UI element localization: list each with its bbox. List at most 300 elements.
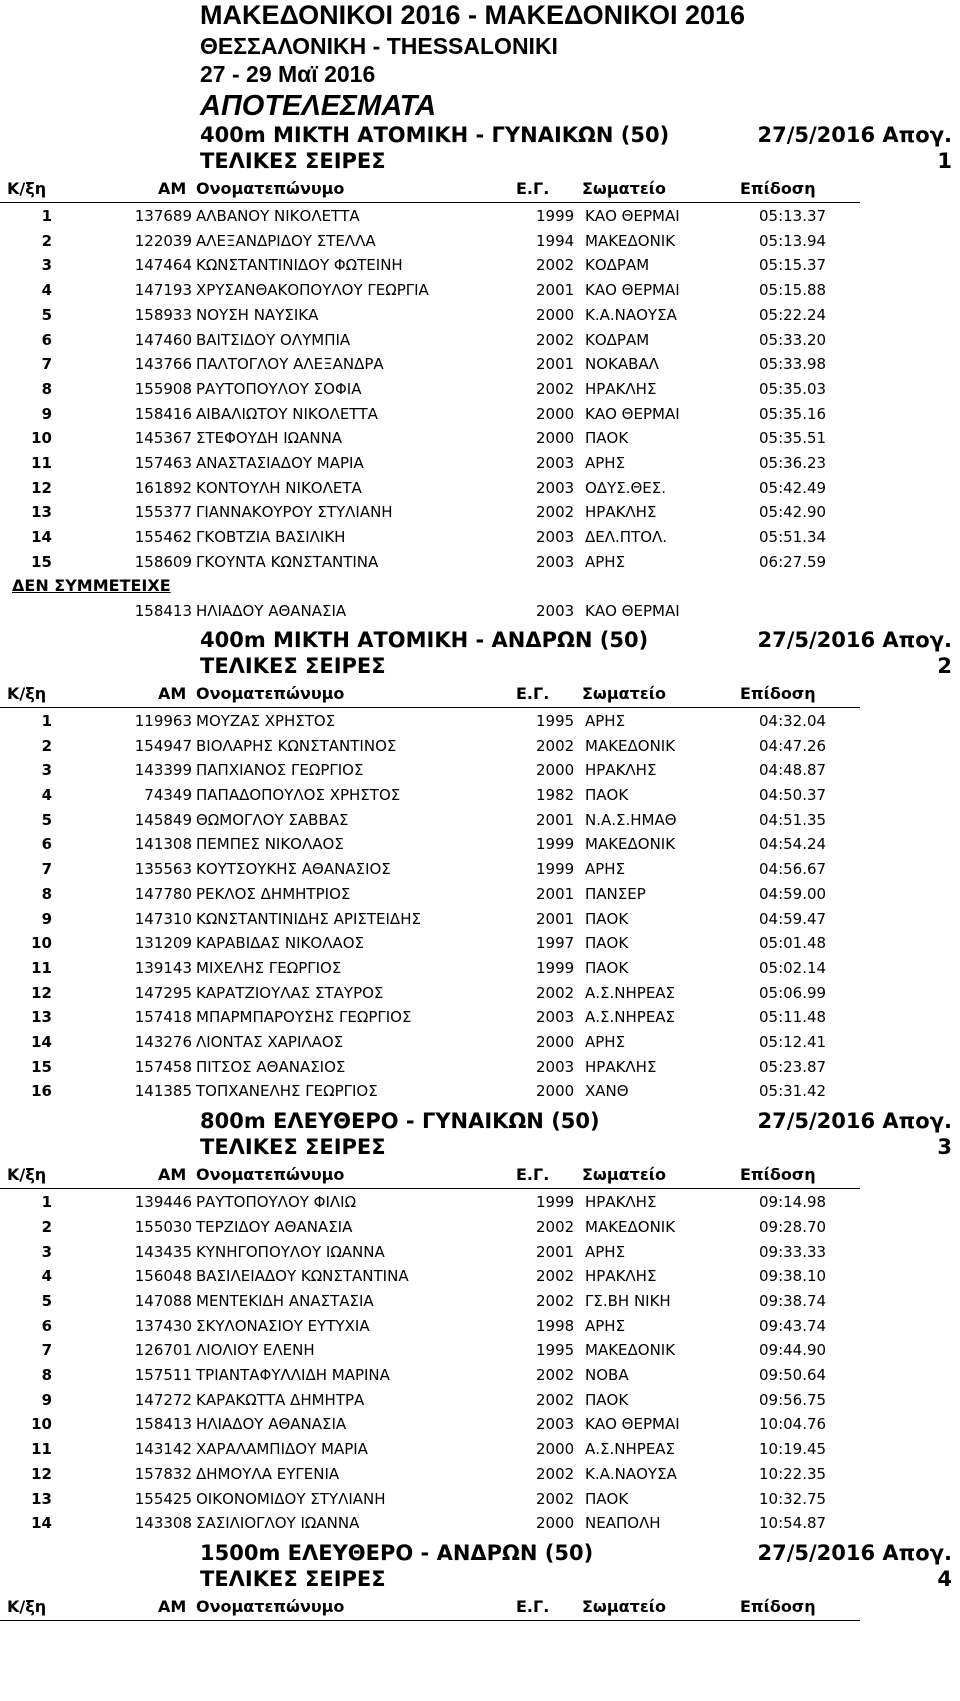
cell-name: ΚΟΝΤΟΥΛΗ ΝΙΚΟΛΕΤΑ xyxy=(196,478,362,497)
cell-perf: 04:51.35 xyxy=(759,810,827,829)
cell-year: 2002 xyxy=(536,503,575,522)
cell-rank: 7 xyxy=(41,1341,52,1360)
dns-row xyxy=(0,598,960,624)
cell-am: 155462 xyxy=(134,528,192,547)
cell-am: 135563 xyxy=(134,860,192,879)
event-title: 1500m ΕΛΕΥΘΕΡΟ - ΑΝΔΡΩΝ (50) xyxy=(200,1540,594,1565)
meet-dates: 27 - 29 Μαϊ 2016 xyxy=(200,61,376,87)
cell-name: ΡΑΥΤΟΠΟΥΛΟΥ ΦΙΛΙΩ xyxy=(196,1193,357,1212)
column-header-year: Ε.Γ. xyxy=(516,683,550,703)
cell-club: ΑΡΗΣ xyxy=(585,454,626,472)
column-header-rank: Κ/ξη xyxy=(7,179,47,198)
result-row xyxy=(0,1436,960,1462)
cell-year: 2003 xyxy=(536,1008,575,1027)
cell-club: ΚΑΟ ΘΕΡΜΑΙ xyxy=(585,602,680,621)
cell-club: ΝΟΒΑ xyxy=(585,1366,629,1384)
cell-name: ΡΑΥΤΟΠΟΥΛΟΥ ΣΟΦΙΑ xyxy=(196,379,362,398)
cell-rank: 1 xyxy=(41,207,52,225)
result-row xyxy=(0,1411,960,1437)
column-header-club: Σωματείο xyxy=(582,179,666,198)
cell-year: 2003 xyxy=(536,478,575,497)
cell-club: ΑΡΗΣ xyxy=(585,860,626,879)
cell-year: 2002 xyxy=(536,330,575,349)
event-subtitle: ΤΕΛΙΚΕΣ ΣΕΙΡΕΣ xyxy=(200,1566,386,1591)
column-header-club: Σωματείο xyxy=(582,683,666,703)
cell-am: 139446 xyxy=(134,1193,192,1212)
cell-perf: 05:23.87 xyxy=(759,1057,827,1076)
cell-am: 157832 xyxy=(134,1464,192,1483)
cell-am: 122039 xyxy=(134,231,192,250)
cell-club: ΗΡΑΚΛΗΣ xyxy=(585,1193,657,1212)
cell-perf: 04:48.87 xyxy=(759,761,827,780)
cell-club: ΝΕΑΠΟΛΗ xyxy=(585,1514,661,1533)
cell-name: ΒΙΟΛΑΡΗΣ ΚΩΝΣΤΑΝΤΙΝΟΣ xyxy=(196,736,397,755)
cell-perf: 09:28.70 xyxy=(759,1217,827,1236)
event-subtitle: ΤΕΛΙΚΕΣ ΣΕΙΡΕΣ xyxy=(200,149,386,173)
cell-perf: 05:51.34 xyxy=(759,528,827,547)
column-header xyxy=(0,1595,960,1621)
cell-perf: 05:02.14 xyxy=(759,958,827,977)
cell-perf: 05:13.37 xyxy=(759,207,827,225)
cell-rank: 12 xyxy=(31,983,52,1002)
cell-am: 147193 xyxy=(134,281,192,300)
cell-club: Α.Σ.ΝΗΡΕΑΣ xyxy=(585,983,676,1002)
cell-rank: 6 xyxy=(41,835,52,854)
cell-perf: 05:11.48 xyxy=(759,1008,827,1027)
column-header-rank: Κ/ξη xyxy=(7,1165,47,1185)
cell-club: ΗΡΑΚΛΗΣ xyxy=(585,379,657,398)
cell-rank: 7 xyxy=(41,860,52,879)
cell-am: 119963 xyxy=(134,711,192,730)
cell-perf: 06:27.59 xyxy=(759,552,827,571)
cell-year: 1999 xyxy=(536,860,575,879)
result-row xyxy=(0,499,960,525)
cell-perf: 05:35.03 xyxy=(759,379,827,398)
cell-club: Α.Σ.ΝΗΡΕΑΣ xyxy=(585,1440,676,1459)
cell-am: 141308 xyxy=(134,835,192,854)
cell-perf: 05:06.99 xyxy=(759,983,827,1002)
result-row xyxy=(0,524,960,550)
event-date: 27/5/2016 Απογ. xyxy=(757,123,952,147)
cell-name: ΒΑΙΤΣΙΔΟΥ ΟΛΥΜΠΙΑ xyxy=(196,330,351,349)
cell-name: ΚΥΝΗΓΟΠΟΥΛΟΥ ΙΩΑΝΝΑ xyxy=(196,1242,385,1261)
result-row xyxy=(0,980,960,1006)
cell-perf: 09:50.64 xyxy=(759,1366,827,1384)
cell-am: 147088 xyxy=(134,1291,192,1310)
cell-rank: 6 xyxy=(41,1316,52,1335)
cell-year: 2000 xyxy=(536,404,575,423)
cell-am: 143276 xyxy=(134,1033,192,1051)
column-header xyxy=(0,682,960,708)
cell-name: ΟΙΚΟΝΟΜΙΔΟΥ ΣΤΥΛΙΑΝΗ xyxy=(196,1489,386,1508)
cell-club: ΜΑΚΕΔΟΝΙΚ xyxy=(585,736,676,755)
result-row xyxy=(0,1362,960,1388)
cell-rank: 16 xyxy=(31,1082,52,1101)
cell-rank: 14 xyxy=(31,528,52,547)
cell-name: ΠΑΠΧΙΑΝΟΣ ΓΕΩΡΓΙΟΣ xyxy=(196,761,364,780)
cell-perf: 04:32.04 xyxy=(759,711,827,730)
cell-rank: 13 xyxy=(31,503,52,522)
column-header xyxy=(0,1163,960,1189)
result-row xyxy=(0,930,960,956)
cell-name: ΚΩΝΣΤΑΝΤΙΝΙΔΟΥ ΦΩΤΕΙΝΗ xyxy=(196,256,403,275)
result-row xyxy=(0,1486,960,1512)
cell-rank: 10 xyxy=(31,934,52,953)
result-row xyxy=(0,1387,960,1413)
cell-perf: 10:32.75 xyxy=(759,1489,827,1508)
cell-perf: 05:15.37 xyxy=(759,256,827,275)
cell-perf: 05:31.42 xyxy=(759,1082,827,1101)
result-row xyxy=(0,203,960,229)
result-row xyxy=(0,1288,960,1314)
cell-name: ΛΙΟΛΙΟΥ ΕΛΕΝΗ xyxy=(196,1341,315,1360)
cell-name: ΑΛΕΞΑΝΔΡΙΔΟΥ ΣΤΕΛΛΑ xyxy=(196,231,376,250)
result-row xyxy=(0,807,960,833)
cell-year: 2001 xyxy=(536,810,575,829)
cell-rank: 13 xyxy=(31,1489,52,1508)
cell-name: ΣΚΥΛΟΝΑΣΙΟΥ ΕΥΤΥΧΙΑ xyxy=(196,1316,370,1335)
cell-name: ΝΟΥΣΗ ΝΑΥΣΙΚΑ xyxy=(196,305,319,324)
result-row xyxy=(0,1263,960,1289)
cell-club: ΠΑΝΣΕΡ xyxy=(585,884,646,903)
result-row xyxy=(0,782,960,808)
cell-perf: 05:36.23 xyxy=(759,454,827,472)
cell-year: 2003 xyxy=(536,602,575,621)
cell-club: ΑΡΗΣ xyxy=(585,1316,626,1335)
result-row xyxy=(0,1054,960,1080)
cell-perf: 10:22.35 xyxy=(759,1464,827,1483)
result-row xyxy=(0,955,960,981)
cell-perf: 09:56.75 xyxy=(759,1390,827,1409)
cell-rank: 13 xyxy=(31,1008,52,1027)
cell-name: ΓΚΟΥΝΤΑ ΚΩΝΣΤΑΝΤΙΝΑ xyxy=(196,552,379,571)
cell-name: ΤΟΠΧΑΝΕΛΗΣ ΓΕΩΡΓΙΟΣ xyxy=(196,1082,378,1101)
cell-rank: 12 xyxy=(31,1464,52,1483)
cell-name: ΣΤΕΦΟΥΔΗ ΙΩΑΝΝΑ xyxy=(196,429,343,448)
cell-am: 145849 xyxy=(134,810,192,829)
result-row xyxy=(0,1239,960,1265)
event-date: 27/5/2016 Απογ. xyxy=(757,1109,952,1134)
cell-year: 1994 xyxy=(536,231,575,250)
meet-city: ΘΕΣΣΑΛΟΝΙΚΗ - THESSALONIKI xyxy=(200,33,558,59)
column-header-perf: Επίδοση xyxy=(740,683,816,703)
cell-perf: 05:22.24 xyxy=(759,305,827,324)
cell-rank: 5 xyxy=(41,305,52,324)
cell-am: 143766 xyxy=(134,355,192,374)
cell-club: ΔΕΛ.ΠΤΟΛ. xyxy=(585,528,668,547)
cell-club: ΗΡΑΚΛΗΣ xyxy=(585,1057,657,1076)
cell-rank: 4 xyxy=(41,1267,52,1286)
result-row xyxy=(0,1337,960,1363)
event-subtitle: ΤΕΛΙΚΕΣ ΣΕΙΡΕΣ xyxy=(200,653,386,678)
cell-rank: 1 xyxy=(41,1193,52,1212)
cell-club: ΑΡΗΣ xyxy=(585,1033,626,1051)
cell-year: 2002 xyxy=(536,1267,575,1286)
result-row xyxy=(0,1189,960,1215)
cell-rank: 8 xyxy=(41,884,52,903)
cell-year: 2002 xyxy=(536,1489,575,1508)
cell-perf: 05:01.48 xyxy=(759,934,827,953)
cell-year: 2000 xyxy=(536,1033,575,1051)
cell-year: 2003 xyxy=(536,454,575,472)
cell-am: 158416 xyxy=(134,404,192,423)
cell-year: 2001 xyxy=(536,281,575,300)
dns-label: ΔΕΝ ΣΥΜΜΕΤΕΙΧΕ xyxy=(12,575,171,595)
cell-year: 1998 xyxy=(536,1316,575,1335)
cell-year: 2001 xyxy=(536,884,575,903)
cell-club: ΜΑΚΕΔΟΝΙΚ xyxy=(585,835,676,854)
column-header-year: Ε.Γ. xyxy=(516,179,550,198)
cell-club: ΧΑΝΘ xyxy=(585,1082,629,1101)
cell-rank: 6 xyxy=(41,330,52,349)
cell-perf: 05:42.90 xyxy=(759,503,827,522)
column-header-perf: Επίδοση xyxy=(740,179,816,198)
cell-rank: 3 xyxy=(41,1242,52,1261)
cell-rank: 11 xyxy=(31,958,52,977)
cell-year: 2003 xyxy=(536,1057,575,1076)
cell-year: 1997 xyxy=(536,934,575,953)
cell-rank: 7 xyxy=(41,355,52,374)
cell-year: 2002 xyxy=(536,1217,575,1236)
cell-year: 2002 xyxy=(536,736,575,755)
result-row xyxy=(0,475,960,501)
cell-name: ΚΑΡΑΒΙΔΑΣ ΝΙΚΟΛΑΟΣ xyxy=(196,934,364,953)
cell-club: ΟΔΥΣ.ΘΕΣ. xyxy=(585,478,667,497)
cell-perf: 09:38.10 xyxy=(759,1267,827,1286)
event-subtitle: ΤΕΛΙΚΕΣ ΣΕΙΡΕΣ xyxy=(200,1135,386,1160)
event-number: 3 xyxy=(937,1135,952,1160)
cell-am: 126701 xyxy=(134,1341,192,1360)
result-row xyxy=(0,1313,960,1339)
cell-name: ΑΝΑΣΤΑΣΙΑΔΟΥ ΜΑΡΙΑ xyxy=(196,454,364,472)
column-header-club: Σωματείο xyxy=(582,1165,666,1185)
cell-rank: 4 xyxy=(41,786,52,804)
cell-club: ΠΑΟΚ xyxy=(585,958,629,977)
cell-name: ΚΑΡΑΤΖΙΟΥΛΑΣ ΣΤΑΥΡΟΣ xyxy=(196,983,384,1002)
cell-perf: 05:33.20 xyxy=(759,330,827,349)
cell-name: ΓΙΑΝΝΑΚΟΥΡΟΥ ΣΤΥΛΙΑΝΗ xyxy=(196,503,393,522)
event-title: 400m ΜΙΚΤΗ ΑΤΟΜΙΚΗ - ΑΝΔΡΩΝ (50) xyxy=(200,627,649,652)
column-header-am: ΑΜ xyxy=(158,683,187,703)
result-row xyxy=(0,856,960,882)
result-row xyxy=(0,401,960,427)
column-header-rank: Κ/ξη xyxy=(7,1596,47,1616)
column-header-am: ΑΜ xyxy=(158,1165,187,1185)
cell-club: ΠΑΟΚ xyxy=(585,429,629,448)
cell-club: ΑΡΗΣ xyxy=(585,711,626,730)
cell-rank: 15 xyxy=(31,1057,52,1076)
cell-am: 141385 xyxy=(134,1082,192,1101)
cell-year: 2000 xyxy=(536,761,575,780)
event-title: 800m ΕΛΕΥΘΕΡΟ - ΓΥΝΑΙΚΩΝ (50) xyxy=(200,1109,600,1134)
cell-name: ΜΠΑΡΜΠΑΡΟΥΣΗΣ ΓΕΩΡΓΙΟΣ xyxy=(196,1008,412,1027)
cell-year: 2000 xyxy=(536,429,575,448)
cell-year: 2003 xyxy=(536,1415,575,1434)
result-row xyxy=(0,252,960,278)
result-row xyxy=(0,708,960,734)
cell-name: ΔΗΜΟΥΛΑ ΕΥΓΕΝΙΑ xyxy=(196,1464,340,1483)
cell-am: 147460 xyxy=(134,330,192,349)
result-row xyxy=(0,1461,960,1487)
cell-year: 2001 xyxy=(536,909,575,928)
cell-club: ΜΑΚΕΔΟΝΙΚ xyxy=(585,1217,676,1236)
cell-club: ΠΑΟΚ xyxy=(585,909,629,928)
cell-am: 157511 xyxy=(134,1366,192,1384)
cell-club: Ν.Α.Σ.ΗΜΑΘ xyxy=(585,810,677,829)
cell-perf: 09:33.33 xyxy=(759,1242,827,1261)
cell-rank: 12 xyxy=(31,478,52,497)
cell-am: 137430 xyxy=(134,1316,192,1335)
cell-perf: 04:47.26 xyxy=(759,736,827,755)
cell-rank: 3 xyxy=(41,761,52,780)
cell-name: ΠΙΤΣΟΣ ΑΘΑΝΑΣΙΟΣ xyxy=(196,1057,346,1076)
cell-am: 154947 xyxy=(134,736,192,755)
result-row xyxy=(0,733,960,759)
cell-year: 2003 xyxy=(536,552,575,571)
cell-am: 143399 xyxy=(134,761,192,780)
cell-rank: 14 xyxy=(31,1033,52,1051)
cell-club: ΠΑΟΚ xyxy=(585,1489,629,1508)
cell-year: 2000 xyxy=(536,1440,575,1459)
cell-rank: 5 xyxy=(41,810,52,829)
result-row xyxy=(0,831,960,857)
cell-name: ΤΡΙΑΝΤΑΦΥΛΛΙΔΗ ΜΑΡΙΝΑ xyxy=(196,1366,390,1384)
result-row xyxy=(0,1214,960,1240)
result-row xyxy=(0,1004,960,1030)
cell-name: ΣΑΣΙΛΙΟΓΛΟΥ ΙΩΑΝΝΑ xyxy=(196,1514,360,1533)
cell-perf: 09:14.98 xyxy=(759,1193,827,1212)
cell-name: ΗΛΙΑΔΟΥ ΑΘΑΝΑΣΙΑ xyxy=(196,602,347,621)
column-header-am: ΑΜ xyxy=(158,1596,187,1616)
cell-year: 2002 xyxy=(536,983,575,1002)
cell-year: 1995 xyxy=(536,711,575,730)
result-row xyxy=(0,302,960,328)
cell-club: ΗΡΑΚΛΗΣ xyxy=(585,503,657,522)
cell-perf: 04:50.37 xyxy=(759,786,827,804)
cell-year: 1999 xyxy=(536,958,575,977)
cell-club: ΚΑΟ ΘΕΡΜΑΙ xyxy=(585,281,680,300)
cell-year: 2001 xyxy=(536,355,575,374)
cell-rank: 2 xyxy=(41,231,52,250)
result-row xyxy=(0,1078,960,1104)
column-header-perf: Επίδοση xyxy=(740,1165,816,1185)
cell-name: ΚΟΥΤΣΟΥΚΗΣ ΑΘΑΝΑΣΙΟΣ xyxy=(196,860,391,879)
cell-perf: 09:43.74 xyxy=(759,1316,827,1335)
cell-club: ΗΡΑΚΛΗΣ xyxy=(585,1267,657,1286)
cell-club: ΚΟΔΡΑΜ xyxy=(585,256,650,275)
cell-perf: 05:15.88 xyxy=(759,281,827,300)
cell-year: 2002 xyxy=(536,256,575,275)
cell-rank: 14 xyxy=(31,1514,52,1533)
result-row xyxy=(0,327,960,353)
cell-perf: 04:59.47 xyxy=(759,909,827,928)
cell-club: ΜΑΚΕΔΟΝΙΚ xyxy=(585,231,676,250)
result-row xyxy=(0,1510,960,1536)
cell-rank: 9 xyxy=(41,404,52,423)
cell-club: Κ.Α.ΝΑΟΥΣΑ xyxy=(585,1464,677,1483)
column-header-club: Σωματείο xyxy=(582,1596,666,1616)
cell-rank: 11 xyxy=(31,1440,52,1459)
meet-title: ΜΑΚΕΔΟΝΙΚΟΙ 2016 - ΜΑΚΕΔΟΝΙΚΟΙ 2016 xyxy=(200,0,746,30)
cell-am: 147464 xyxy=(134,256,192,275)
column-header-perf: Επίδοση xyxy=(740,1596,816,1616)
cell-rank: 8 xyxy=(41,1366,52,1384)
cell-am: 145367 xyxy=(134,429,192,448)
column-header-year: Ε.Γ. xyxy=(516,1165,550,1185)
cell-name: ΡΕΚΛΟΣ ΔΗΜΗΤΡΙΟΣ xyxy=(196,884,351,903)
cell-perf: 10:04.76 xyxy=(759,1415,827,1434)
cell-year: 1982 xyxy=(536,786,575,804)
cell-club: Κ.Α.ΝΑΟΥΣΑ xyxy=(585,305,677,324)
column-header-rank: Κ/ξη xyxy=(7,683,47,703)
cell-am: 161892 xyxy=(134,478,192,497)
header-rule xyxy=(0,1620,860,1621)
cell-name: ΑΙΒΑΛΙΩΤΟΥ ΝΙΚΟΛΕΤΤΑ xyxy=(196,404,378,423)
cell-perf: 05:12.41 xyxy=(759,1033,827,1051)
cell-am: 139143 xyxy=(134,958,192,977)
cell-club: ΚΟΔΡΑΜ xyxy=(585,330,650,349)
cell-am: 155425 xyxy=(134,1489,192,1508)
result-row xyxy=(0,881,960,907)
event-number: 4 xyxy=(937,1566,952,1591)
column-header-am: ΑΜ xyxy=(158,179,187,198)
cell-club: ΝΟΚΑΒΑΛ xyxy=(585,355,659,374)
result-row xyxy=(0,757,960,783)
cell-am: 137689 xyxy=(134,207,192,225)
column-header-year: Ε.Γ. xyxy=(516,1596,550,1616)
cell-name: ΗΛΙΑΔΟΥ ΑΘΑΝΑΣΙΑ xyxy=(196,1415,347,1434)
cell-perf: 09:44.90 xyxy=(759,1341,827,1360)
cell-name: ΘΩΜΟΓΛΟΥ ΣΑΒΒΑΣ xyxy=(196,810,349,829)
cell-name: ΜΟΥΖΑΣ ΧΡΗΣΤΟΣ xyxy=(196,711,336,730)
cell-am: 158609 xyxy=(134,552,192,571)
cell-perf: 05:13.94 xyxy=(759,231,827,250)
cell-perf: 04:54.24 xyxy=(759,835,827,854)
cell-name: ΠΕΜΠΕΣ ΝΙΚΟΛΑΟΣ xyxy=(196,835,344,854)
cell-am: 147780 xyxy=(134,884,192,903)
cell-year: 2000 xyxy=(536,1514,575,1533)
column-header-name: Ονοματεπώνυμο xyxy=(196,179,345,198)
cell-rank: 3 xyxy=(41,256,52,275)
cell-club: ΚΑΟ ΘΕΡΜΑΙ xyxy=(585,1415,680,1434)
cell-am: 157463 xyxy=(134,454,192,472)
event-number: 1 xyxy=(937,149,952,173)
cell-name: ΤΕΡΖΙΔΟΥ ΑΘΑΝΑΣΙΑ xyxy=(196,1217,353,1236)
cell-year: 2002 xyxy=(536,1366,575,1384)
cell-perf: 05:35.51 xyxy=(759,429,827,448)
cell-year: 1999 xyxy=(536,1193,575,1212)
cell-name: ΜΕΝΤΕΚΙΔΗ ΑΝΑΣΤΑΣΙΑ xyxy=(196,1291,374,1310)
event-date: 27/5/2016 Απογ. xyxy=(757,1540,952,1565)
result-row xyxy=(0,351,960,377)
cell-club: ΠΑΟΚ xyxy=(585,934,629,953)
cell-name: ΒΑΣΙΛΕΙΑΔΟΥ ΚΩΝΣΤΑΝΤΙΝΑ xyxy=(196,1267,409,1286)
cell-am: 155030 xyxy=(134,1217,192,1236)
cell-club: ΠΑΟΚ xyxy=(585,1390,629,1409)
cell-year: 2001 xyxy=(536,1242,575,1261)
cell-year: 1995 xyxy=(536,1341,575,1360)
result-row xyxy=(0,277,960,303)
cell-year: 2002 xyxy=(536,379,575,398)
cell-club: ΜΑΚΕΔΟΝΙΚ xyxy=(585,1341,676,1360)
cell-am: 157418 xyxy=(134,1008,192,1027)
cell-am: 157458 xyxy=(134,1057,192,1076)
cell-name: ΑΛΒΑΝΟΥ ΝΙΚΟΛΕΤΤΑ xyxy=(196,207,360,225)
cell-year: 1999 xyxy=(536,207,575,225)
cell-perf: 04:59.00 xyxy=(759,884,827,903)
cell-year: 2003 xyxy=(536,528,575,547)
cell-am: 147295 xyxy=(134,983,192,1002)
